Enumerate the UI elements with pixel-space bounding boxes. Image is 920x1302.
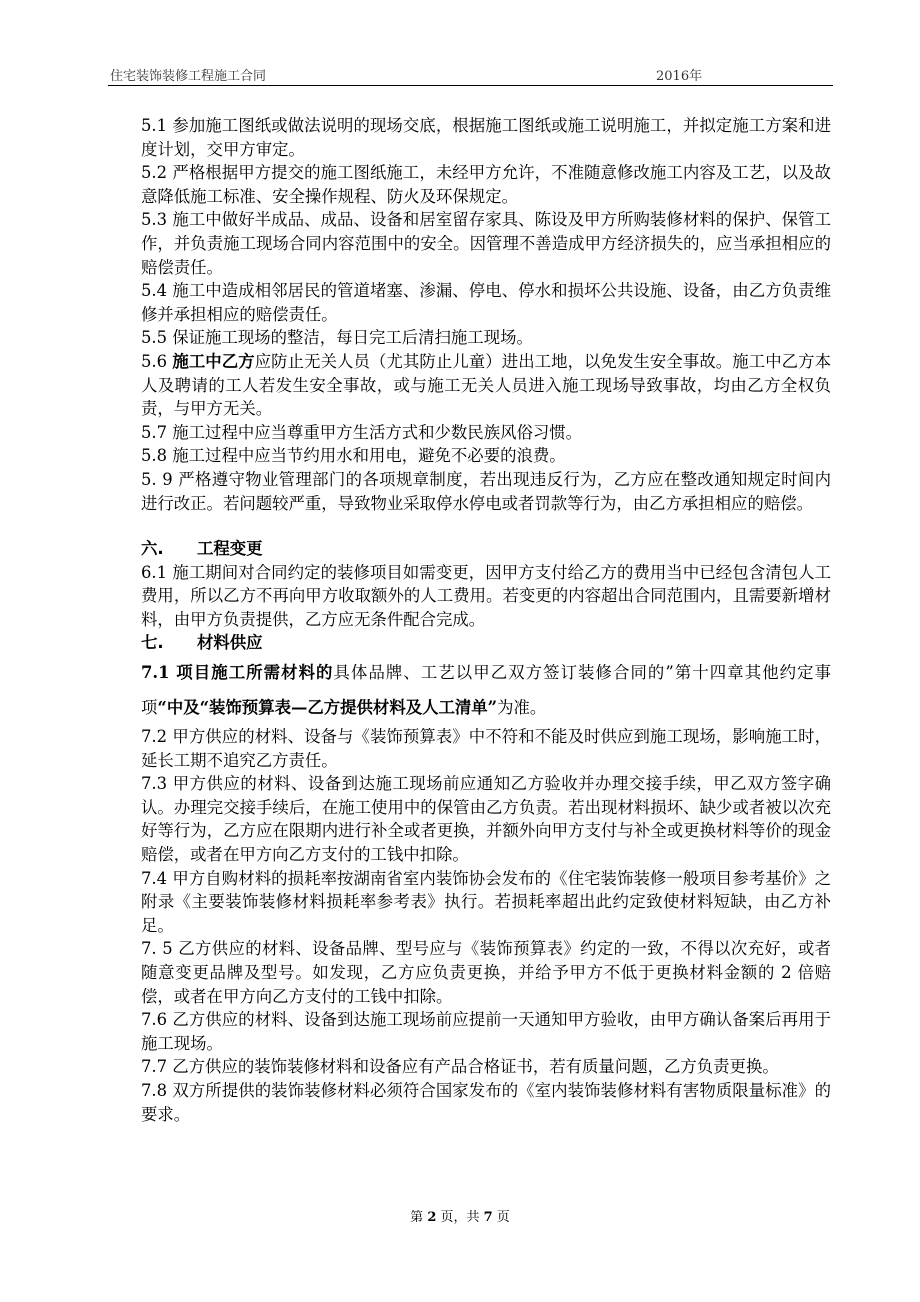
footer-middle: 页，共 (436, 1210, 484, 1225)
clause-7-7: 7.7 乙方供应的装饰装修材料和设备应有产品合格证书，若有质量问题，乙方负责更换。 (141, 1057, 779, 1077)
clause-7-5: 7. 5 乙方供应的材料、设备品牌、型号应与《装饰预算表》约定的一致，不得以次充好，或者随意变更品牌及型号。如发现，乙方应负责更换，并给予甲方不低于更换材料金额的 2 倍赔偿，或者在甲方向乙方支付的工钱中扣除。 (141, 939, 831, 1006)
page-header (108, 63, 833, 86)
clause-7-1-end: 为准。 (497, 698, 547, 718)
clause-5-7: 5.7 施工过程中应当尊重甲方生活方式和少数民族风俗习惯。 (141, 422, 583, 442)
footer-prefix: 第 (410, 1210, 428, 1225)
section-6-heading (141, 537, 831, 561)
document-body (141, 114, 831, 1126)
footer-total-pages: 7 (483, 1210, 493, 1225)
clause-5-6 (141, 350, 831, 421)
section-7-title: 材料供应 (197, 633, 263, 653)
page-footer (0, 1206, 920, 1225)
clause-5-6-emphasis: 施工中乙方 (172, 351, 255, 371)
clause-7-6: 7.6 乙方供应的材料、设备到达施工现场前应提前一天通知甲方验收，由甲方确认备案后再用于施工现场。 (141, 1010, 831, 1053)
footer-page-number: 2 (427, 1210, 437, 1225)
clause-7-1-text: 具体品牌、工艺以甲乙双方签订装修合同的”第十四章其他约定事项 (141, 663, 831, 718)
clause-5-9: 5. 9 严格遵守物业管理部门的各项规章制度，若出现违反行为，乙方应在整改通知规定时间内进行改正。若问题较严重，导致物业采取停水停电或者罚款等行为，由乙方承担相应的赔偿。 (141, 469, 831, 513)
section-7-heading (141, 631, 831, 655)
clause-5-6-text: 应防止无关人员（尤其防止儿童）进出工地，以免发生安全事故。施工中乙方本人及聘请的工人若发生安全事故，或与施工无关人员进入施工现场导致事故，均由乙方全权负责，与甲方无关。 (141, 351, 832, 419)
section-spacer (141, 515, 831, 537)
clause-7-2: 7.2 甲方供应的材料、设备与《装饰预算表》中不符和不能及时供应到施工现场，影响施工时，延长工期不追究乙方责任。 (141, 727, 831, 770)
clause-7-1 (141, 655, 831, 725)
clause-7-8: 7.8 双方所提供的装饰装修材料必须符合国家发布的《室内装饰装修材料有害物质限量标准》的要求。 (141, 1080, 831, 1124)
clause-5-3: 5.3 施工中做好半成品、成品、设备和居室留存家具、陈设及甲方所购装修材料的保护、保管工作，并负责施工现场合同内容范围中的安全。因管理不善造成甲方经济损失的，应当承担相应的赔偿责任。 (141, 210, 831, 277)
header-year: 2016年 (656, 69, 703, 84)
section-6-title: 工程变更 (197, 539, 263, 559)
clause-7-1-emphasis-1: 7.1 项目施工所需材料的 (141, 663, 334, 683)
clause-7-4: 7.4 甲方自购材料的损耗率按湖南省室内装饰协会发布的《住宅装饰装修一般项目参考基价》之附录《主要装饰装修材料损耗率参考表》执行。若损耗率超出此约定致使材料短缺，由乙方补足。 (141, 868, 831, 935)
header-title: 住宅装饰装修工程施工合同 (110, 69, 267, 84)
clause-5-6-number: 5.6 (141, 351, 173, 371)
clause-6-1: 6.1 施工期间对合同约定的装修项目如需变更，因甲方支付给乙方的费用当中已经包含清包人工费用，所以乙方不再向甲方收取额外的人工费用。若变更的内容超出合同范围内，且需要新增材料，由甲方负责提供，乙方应无条件配合完成。 (141, 562, 831, 629)
clause-5-5: 5.5 保证施工现场的整洁，每日完工后清扫施工现场。 (141, 328, 533, 348)
clause-7-3: 7.3 甲方供应的材料、设备到达施工现场前应通知乙方验收并办理交接手续，甲乙双方签字确认。办理完交接手续后，在施工使用中的保管由乙方负责。若出现材料损坏、缺少或者被以次充好等行为，乙方应在限期内进行补全或者更换，并额外向甲方支付与补全或更换材料等价的现金赔偿，或者在甲方向乙方支付的工钱中扣除。 (141, 774, 831, 865)
clause-5-1: 5.1 参加施工图纸或做法说明的现场交底，根据施工图纸或施工说明施工，并拟定施工方案和进度计划，交甲方审定。 (141, 116, 831, 159)
clause-7-1-emphasis-2: “中及“装饰预算表—乙方提供材料及人工清单” (157, 698, 498, 718)
clause-5-8: 5.8 施工过程中应当节约用水和用电，避免不必要的浪费。 (141, 446, 566, 466)
clause-5-2: 5.2 严格根据甲方提交的施工图纸施工，未经甲方允许，不准随意修改施工内容及工艺，以及故意降低施工标准、安全操作规程、防火及环保规定。 (141, 163, 831, 206)
section-6-number: 六. (141, 539, 164, 559)
clause-5-4: 5.4 施工中造成相邻居民的管道堵塞、渗漏、停电、停水和损坏公共设施、设备，由乙方负责维修并承担相应的赔偿责任。 (141, 281, 831, 324)
section-7-number: 七. (141, 633, 164, 653)
footer-suffix: 页 (492, 1210, 510, 1225)
